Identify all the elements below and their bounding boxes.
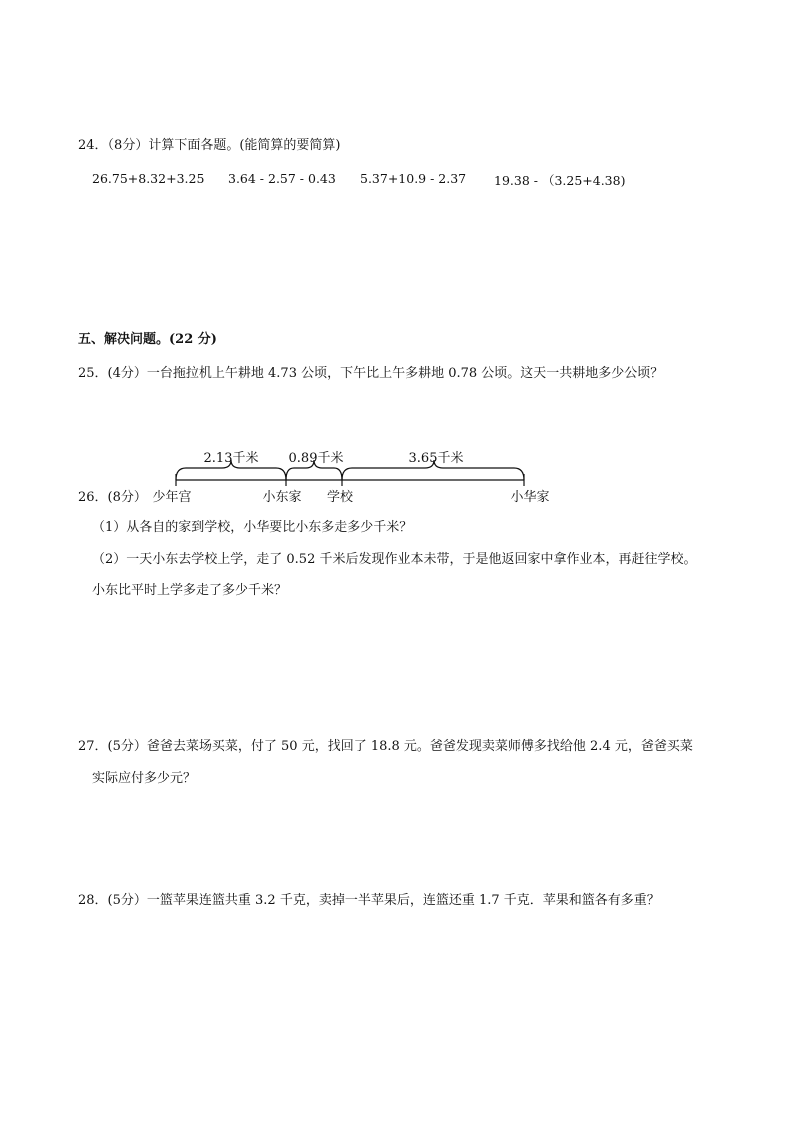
- distance-label-3: 3.65千米: [408, 451, 464, 466]
- place-label-2: 小东家: [262, 490, 302, 505]
- q24-expression-4: 19.38 - （3.25+4.38): [494, 173, 626, 188]
- q24-expression-3: 5.37+10.9 - 2.37: [360, 171, 467, 186]
- place-label-1: 少年宫: [152, 490, 192, 505]
- distance-label-1: 2.13千米: [203, 451, 259, 466]
- q24-expression-1: 26.75+8.32+3.25: [92, 171, 205, 186]
- q25-text: 25．(4分）一台拖拉机上午耕地 4.73 公顷，下午比上午多耕地 0.78 公顷。这天一共耕地多少公顷？: [78, 366, 664, 381]
- section-title: 五、解决问题。(22 分): [78, 332, 217, 347]
- place-label-4: 小华家: [510, 490, 550, 505]
- q26-sub1: （1）从各自的家到学校，小华要比小东多走多少千米？: [92, 520, 413, 535]
- q27-line1: 27．(5分）爸爸去菜场买菜，付了 50 元，找回了 18.8 元。爸爸发现卖菜师傅多找给他 2.4 元，爸爸买菜: [78, 739, 693, 754]
- q26-sub2-line1: （2）一天小东去学校上学，走了 0.52 千米后发现作业本未带，于是他返回家中拿作业本，再赶往学校。: [92, 552, 697, 567]
- q26-sub2-line2: 小东比平时上学多走了多少千米？: [92, 583, 288, 598]
- q24-expression-2: 3.64 - 2.57 - 0.43: [228, 171, 336, 186]
- place-label-3: 学校: [326, 490, 354, 505]
- q27-line2: 实际应付多少元？: [92, 771, 197, 786]
- q26-number: 26．(8分）: [78, 490, 147, 505]
- q24-heading: 24．（8分）计算下面各题。(能简算的要简算): [78, 138, 341, 153]
- q28-text: 28．(5分）一篮苹果连篮共重 3.2 千克，卖掉一半苹果后，连篮还重 1.7 千克．苹果和篮各有多重？: [78, 893, 660, 908]
- distance-label-2: 0.89千米: [288, 451, 344, 466]
